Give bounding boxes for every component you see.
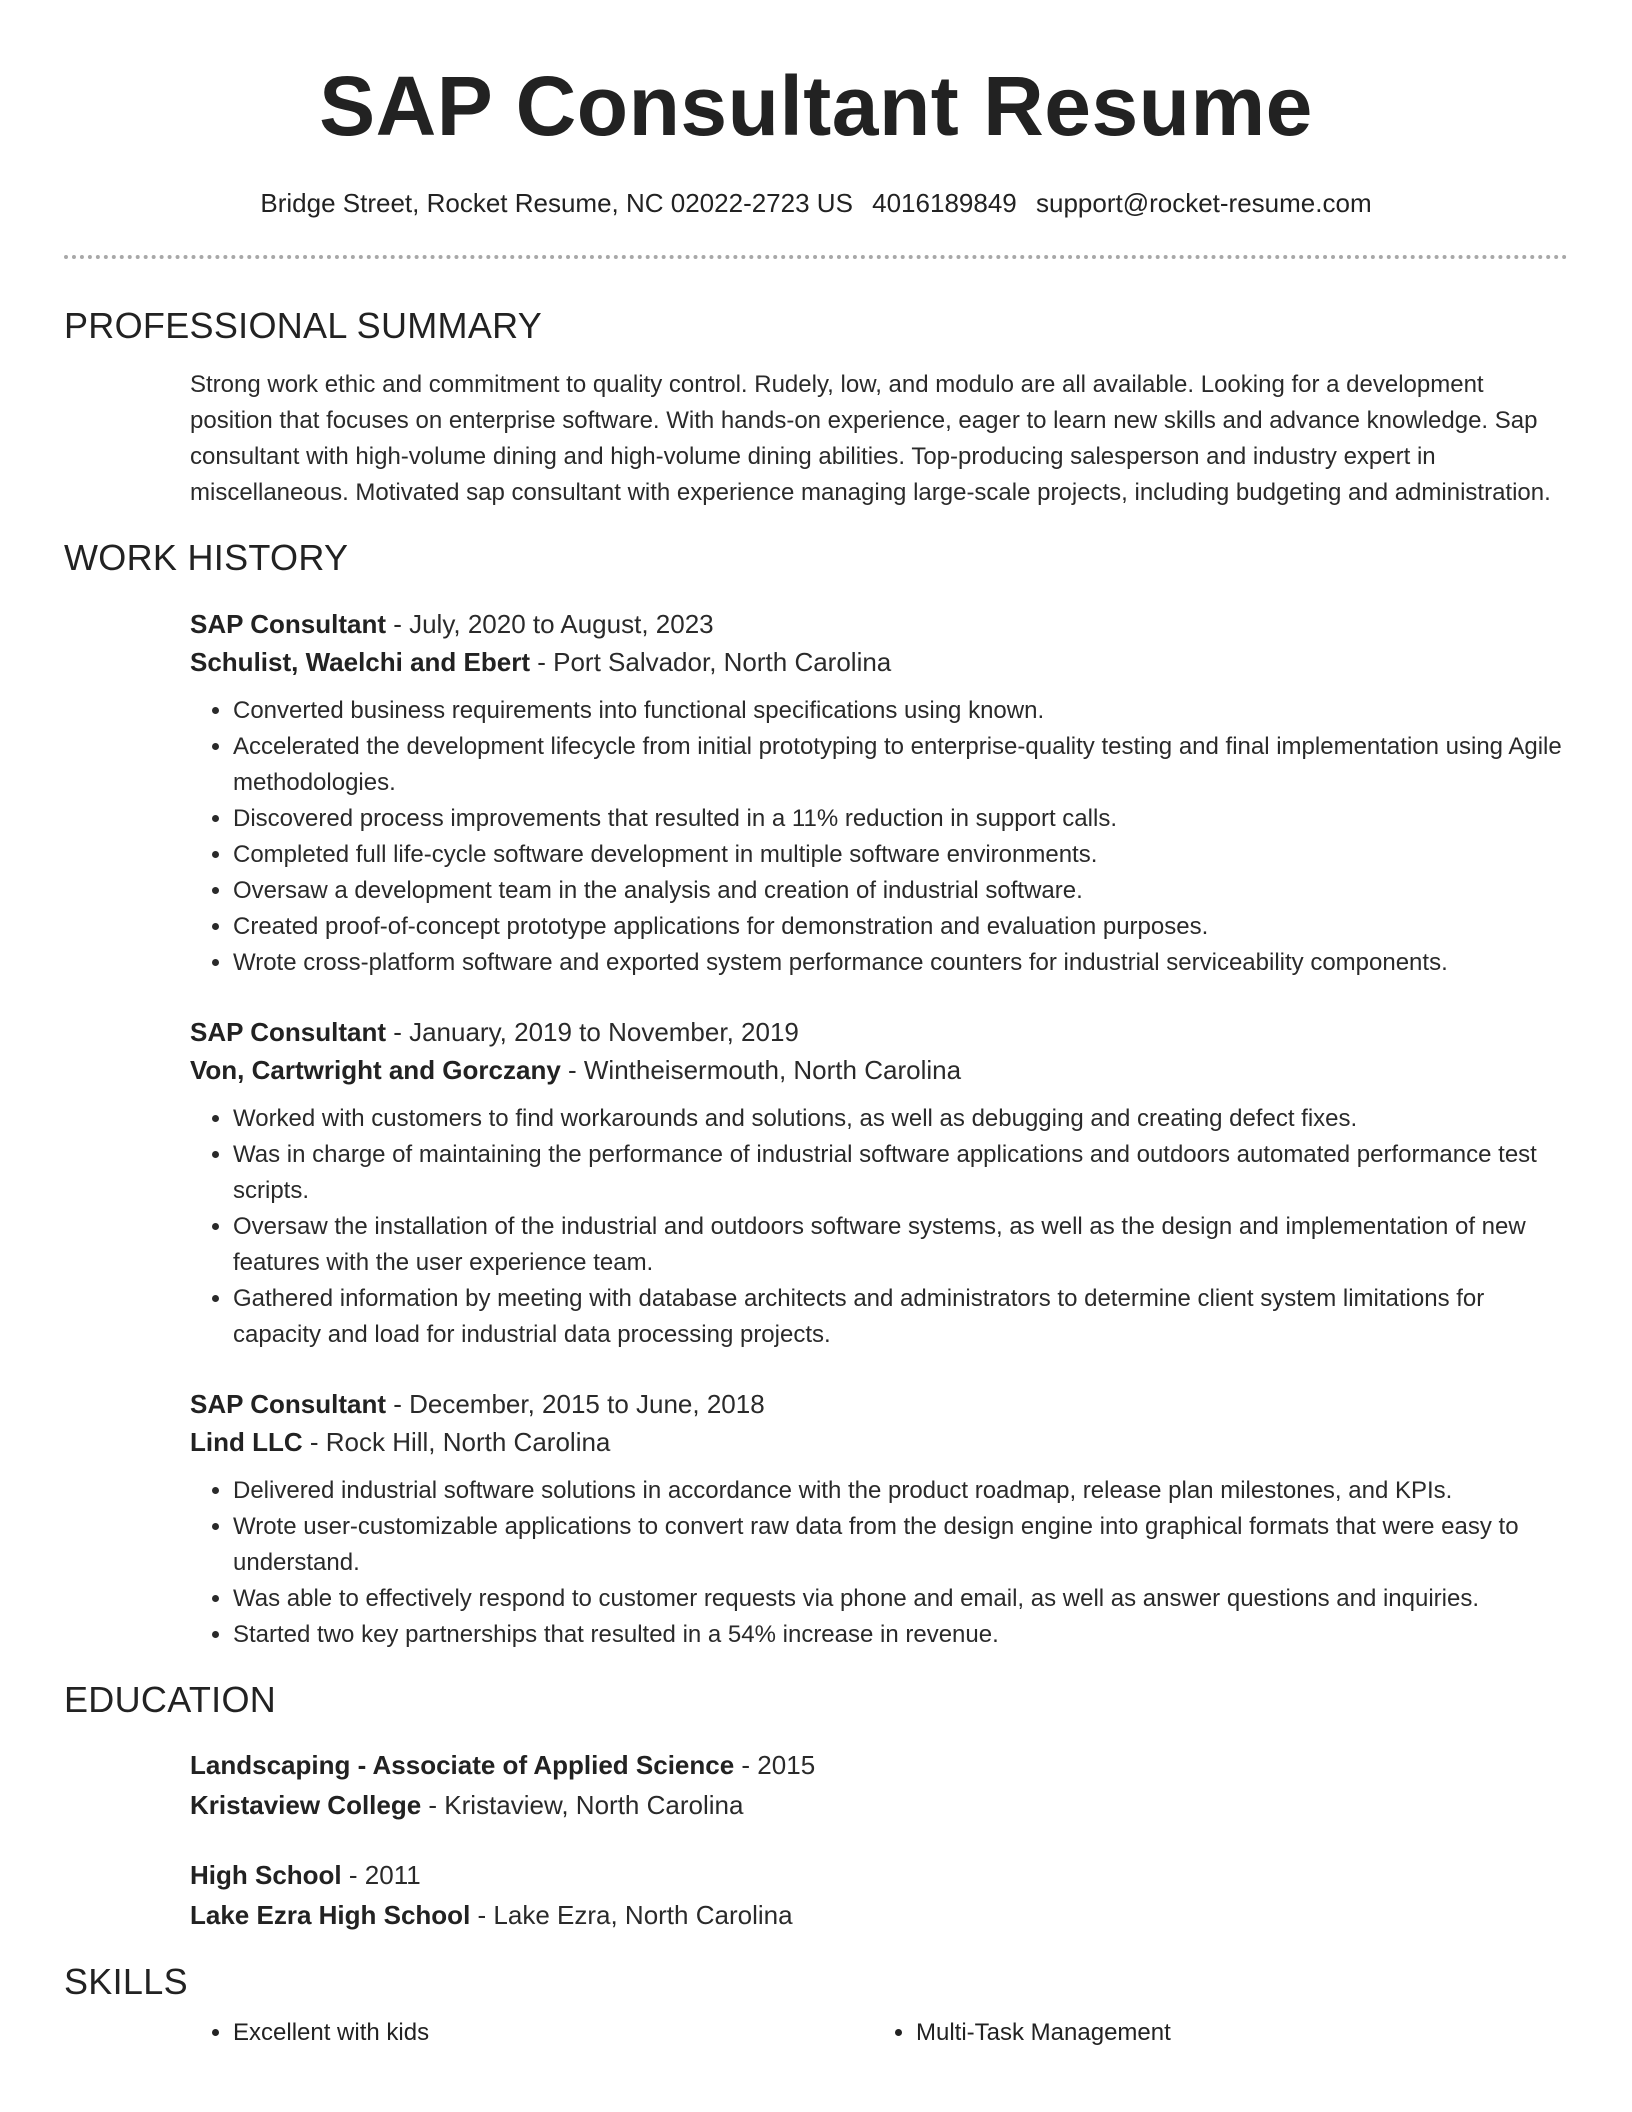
job-bullet: • Gathered information by meeting with database architects and administrators to determine client system limitations for capacity and load for industrial data processing projects.: [233, 1281, 1568, 1353]
job-bullet: • Was in charge of maintaining the performance of industrial software applications and outdoors automated performance test scripts.: [233, 1137, 1568, 1209]
job-company-line: [190, 1423, 1568, 1461]
job-entry: [190, 1385, 1568, 1653]
job-bullet: • Converted business requirements into functional specifications using known.: [233, 693, 1568, 729]
job-bullet: • Completed full life-cycle software development in multiple software environments.: [233, 837, 1568, 873]
work-section: [64, 537, 1568, 1653]
job-location: - Rock Hill, North Carolina: [302, 1427, 611, 1457]
education-degree-line: [190, 1855, 1568, 1895]
job-location: - Port Salvador, North Carolina: [530, 647, 892, 677]
job-company: Lind LLC: [190, 1427, 303, 1457]
skills-list-left: [233, 2015, 873, 2051]
job-bullet: • Was able to effectively respond to customer requests via phone and email, as well as answer questions and inquiries.: [233, 1581, 1568, 1617]
education-school: Lake Ezra High School: [190, 1900, 471, 1930]
job-company-line: [190, 1051, 1568, 1089]
job-entry: [190, 605, 1568, 981]
job-dates: - January, 2019 to November, 2019: [385, 1017, 799, 1047]
job-dates: - December, 2015 to June, 2018: [385, 1389, 765, 1419]
education-degree: Landscaping - Associate of Applied Science: [190, 1750, 735, 1780]
work-heading: WORK HISTORY: [64, 537, 349, 578]
skill-item: • Multi-Task Management: [916, 2015, 1556, 2051]
education-heading: EDUCATION: [64, 1679, 277, 1720]
job-bullet: • Wrote user-customizable applications to convert raw data from the design engine into graphical formats that were easy to understand.: [233, 1509, 1568, 1581]
education-location: - Kristaview, North Carolina: [421, 1790, 744, 1820]
job-bullet: • Accelerated the development lifecycle from initial prototyping to enterprise-quality testing and final implementation using Agile methodologies.: [233, 729, 1568, 801]
contact-address: Bridge Street, Rocket Resume, NC 02022-2723 US: [260, 188, 853, 218]
header-divider: [64, 255, 1568, 259]
summary-text: Strong work ethic and commitment to quality control. Rudely, low, and modulo are all available. Looking for a development position that focuses on enterprise software. With hands-on experience, eager to learn new skills and advance knowledge. Sap consultant with high-volume dining and high-volume dining abilities. Top-producing salesperson and industry expert in miscellaneous. Motivated sap consultant with experience managing large-scale projects, including budgeting and administration.: [190, 371, 1551, 506]
job-bullet-list: [233, 1101, 1568, 1353]
job-location: - Wintheisermouth, North Carolina: [560, 1055, 962, 1085]
job-bullet: • Oversaw the installation of the industrial and outdoors software systems, as well as the design and implementation of new features with the user experience team.: [233, 1209, 1568, 1281]
contact-line: [64, 188, 1568, 219]
job-bullet: • Wrote cross-platform software and exported system performance counters for industrial serviceability components.: [233, 945, 1568, 981]
education-school-line: [190, 1785, 1568, 1825]
summary-heading: PROFESSIONAL SUMMARY: [64, 305, 543, 346]
job-bullet: • Worked with customers to find workarounds and solutions, as well as debugging and creating defect fixes.: [233, 1101, 1568, 1137]
job-company: Schulist, Waelchi and Ebert: [190, 647, 530, 677]
education-degree-line: [190, 1745, 1568, 1785]
skills-list-right: [916, 2015, 1556, 2051]
job-company: Von, Cartwright and Gorczany: [190, 1055, 561, 1085]
education-year: - 2015: [734, 1750, 816, 1780]
job-bullet-list: [233, 1473, 1568, 1653]
job-bullet: • Started two key partnerships that resulted in a 54% increase in revenue.: [233, 1617, 1568, 1653]
job-bullet: • Discovered process improvements that resulted in a 11% reduction in support calls.: [233, 801, 1568, 837]
job-title: SAP Consultant: [190, 1017, 386, 1047]
job-bullet: • Created proof-of-concept prototype applications for demonstration and evaluation purposes.: [233, 909, 1568, 945]
contact-phone: 4016189849: [872, 188, 1017, 218]
job-title-line: [190, 605, 1568, 643]
education-degree: High School: [190, 1860, 342, 1890]
education-location: - Lake Ezra, North Carolina: [470, 1900, 793, 1930]
resume-page: [64, 0, 1568, 2051]
education-school: Kristaview College: [190, 1790, 422, 1820]
skill-item: • Excellent with kids: [233, 2015, 873, 2051]
job-title: SAP Consultant: [190, 1389, 386, 1419]
contact-email: support@rocket-resume.com: [1035, 188, 1372, 218]
job-entry: [190, 1013, 1568, 1353]
job-title-line: [190, 1385, 1568, 1423]
education-year: - 2011: [341, 1860, 421, 1890]
job-title-line: [190, 1013, 1568, 1051]
resume-title: SAP Consultant Resume: [319, 59, 1313, 153]
job-bullet-list: [233, 693, 1568, 981]
education-entry: [190, 1745, 1568, 1825]
education-entry: [190, 1855, 1568, 1935]
job-company-line: [190, 643, 1568, 681]
job-bullet: • Oversaw a development team in the analysis and creation of industrial software.: [233, 873, 1568, 909]
skills-heading: SKILLS: [64, 1961, 188, 2002]
job-bullet: • Delivered industrial software solutions in accordance with the product roadmap, release plan milestones, and KPIs.: [233, 1473, 1568, 1509]
education-section: [64, 1679, 1568, 1935]
job-title: SAP Consultant: [190, 609, 386, 639]
skills-columns: [190, 2015, 1568, 2051]
summary-section: [64, 305, 1568, 511]
skills-section: [64, 1961, 1568, 2051]
education-school-line: [190, 1895, 1568, 1935]
job-dates: - July, 2020 to August, 2023: [385, 609, 714, 639]
